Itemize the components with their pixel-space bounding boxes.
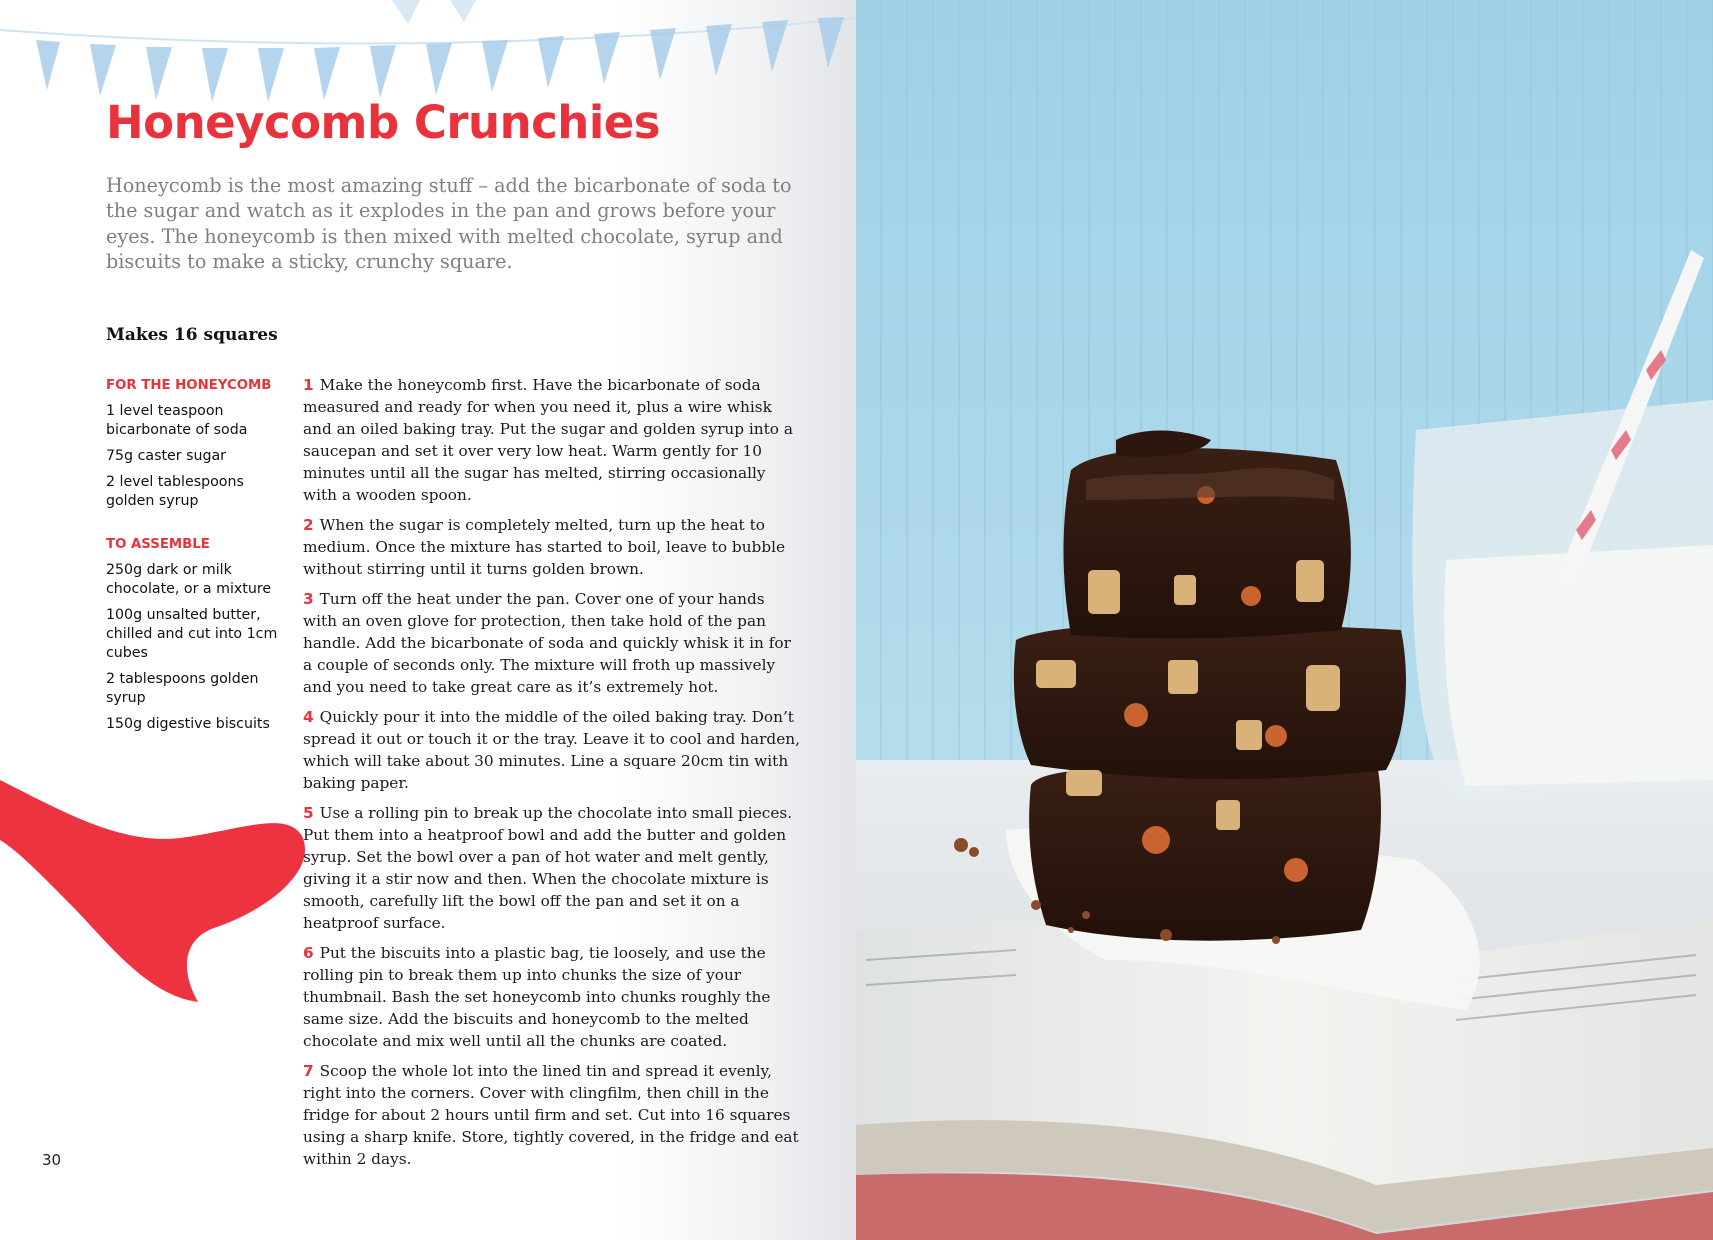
step-text: Make the honeycomb first. Have the bicarbonate of soda measured and ready for when you need it, plus a wire whisk and an oiled baking tray. Put the sugar and golden syrup into a saucepan and set it over very low heat. Warm gently for 10 minutes until all the sugar has melted, stirring occasionally with a wooden spoon. <box>303 376 793 504</box>
step-number: 4 <box>303 708 314 727</box>
step-text: When the sugar is completely melted, turn up the heat to medium. Once the mixture has started to boil, leave to bubble without stirring until it turns golden brown. <box>303 515 786 578</box>
method-step <box>303 803 803 934</box>
step-text: Put the biscuits into a plastic bag, tie loosely, and use the rolling pin to break them up into chunks the size of your thumbnail. Bash the set honeycomb into chunks roughly the same size. Add the biscuits and honeycomb to the melted chocolate and mix well until all the chunks are coated. <box>303 944 771 1050</box>
method-step <box>303 707 803 795</box>
ingredient-item: 1 level teaspoon bicarbonate of soda <box>106 403 248 438</box>
method-step <box>303 589 803 699</box>
bunting-decoration <box>0 0 856 110</box>
brownie-stack <box>1014 431 1406 941</box>
method-step <box>303 515 803 581</box>
step-number: 7 <box>303 1062 314 1081</box>
step-text: Turn off the heat under the pan. Cover one of your hands with an oven glove for protection, then take hold of the pan handle. Add the bicarbonate of soda and quickly whisk it in for a couple of seconds only. The mixture will froth up massively and you need to take great care as it’s extremely hot. <box>303 590 791 696</box>
red-brush-shape <box>0 770 320 1010</box>
ingredient-item: 2 level tablespoons golden syrup <box>106 474 244 509</box>
method-step <box>303 943 803 1053</box>
page-number: 30 <box>42 1151 62 1169</box>
ingredient-item: 75g caster sugar <box>106 448 227 464</box>
recipe-title: Honeycomb Crunchies <box>106 96 661 149</box>
ingredient-item: 2 tablespoons golden syrup <box>106 671 259 706</box>
step-number: 6 <box>303 944 314 963</box>
step-number: 3 <box>303 590 314 609</box>
step-text: Scoop the whole lot into the lined tin and spread it evenly, right into the corners. Cover with clingfilm, then chill in the fridge for about 2 hours until firm and set. Cut into 16 squares using a sharp knife. Store, tightly covered, in the fridge and eat within 2 days. <box>303 1062 799 1168</box>
step-text: Use a rolling pin to break up the chocolate into small pieces. Put them into a heatproof bowl and add the butter and golden syrup. Set the bowl over a pan of hot water and melt gently, giving it a stir now and then. When the chocolate mixture is smooth, carefully lift the bowl off the pan and set it on a heatproof surface. <box>303 804 793 932</box>
ingredient-item: 150g digestive biscuits <box>106 716 270 732</box>
method-steps <box>303 375 803 1179</box>
ingredient-group-heading: FOR THE HONEYCOMB <box>106 378 272 393</box>
recipe-intro: Honeycomb is the most amazing stuff – add the bicarbonate of soda to the sugar and watch as it explodes in the pan and grows before your eyes. The honeycomb is then mixed with melted chocolate, syrup and biscuits to make a sticky, crunchy square. <box>106 174 792 273</box>
ingredients-column <box>106 378 286 741</box>
recipe-page <box>0 0 856 1240</box>
ingredient-item: 250g dark or milk chocolate, or a mixture <box>106 562 272 597</box>
ingredient-group-heading: TO ASSEMBLE <box>106 537 210 552</box>
step-number: 1 <box>303 376 314 394</box>
step-number: 2 <box>303 515 314 534</box>
recipe-yield: Makes 16 squares <box>106 325 278 345</box>
method-step <box>303 375 803 506</box>
ingredient-item: 100g unsalted butter, chilled and cut into 1cm cubes <box>106 607 278 661</box>
method-step <box>303 1061 803 1171</box>
step-text: Quickly pour it into the middle of the oiled baking tray. Don’t spread it out or touch it or the tray. Leave it to cool and harden, which will take about 30 minutes. Line a square 20cm tin with baking paper. <box>303 708 800 792</box>
step-number: 5 <box>303 804 314 823</box>
recipe-photo <box>856 0 1713 1240</box>
